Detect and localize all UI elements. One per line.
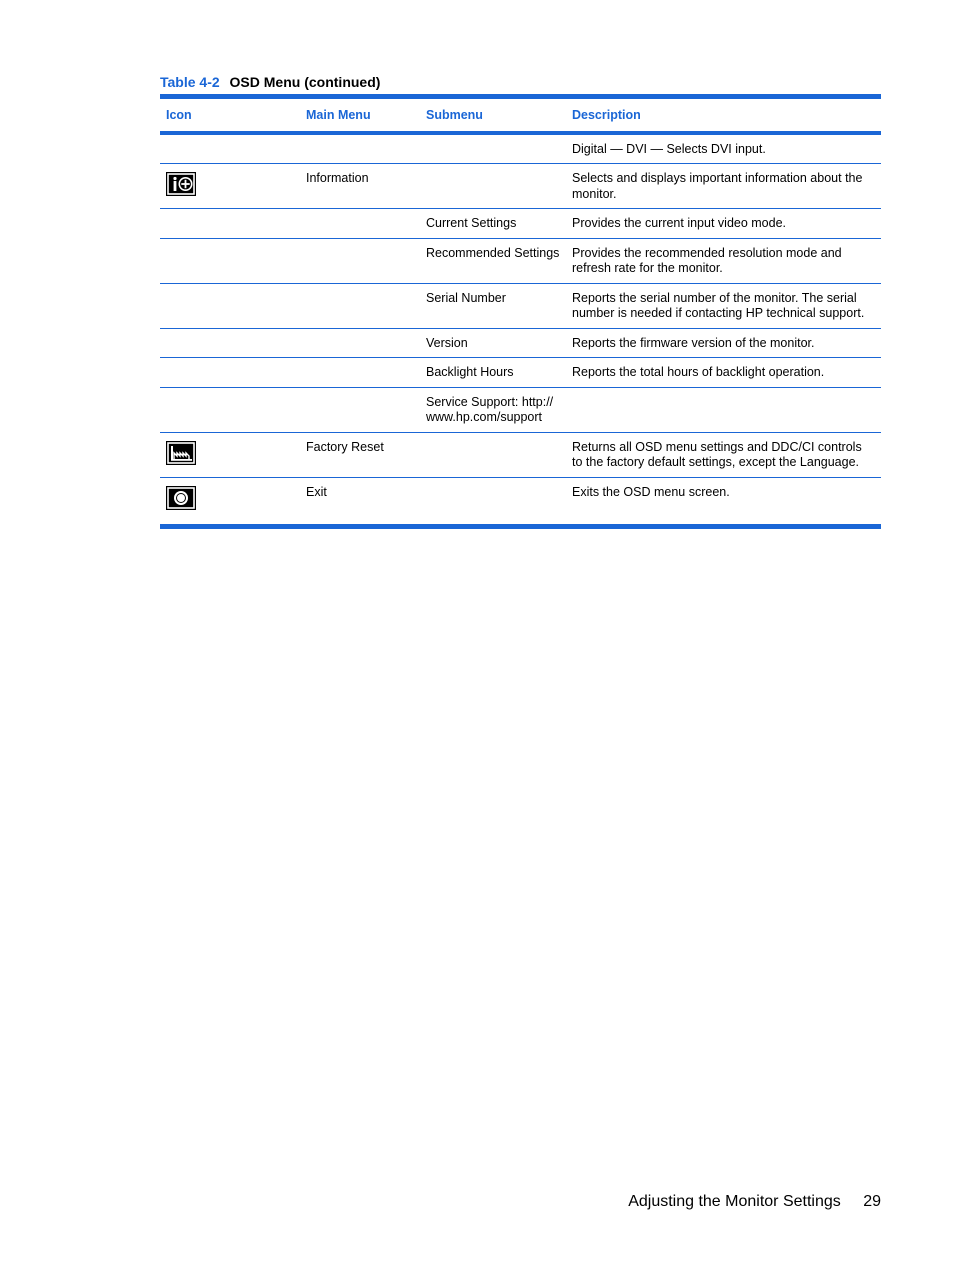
description-cell: Reports the serial number of the monitor. The serial number is needed if contacting HP technical support. xyxy=(572,290,865,320)
osd-menu-table xyxy=(160,94,881,529)
description-cell: Returns all OSD menu settings and DDC/CI controls to the factory default settings, except the Language. xyxy=(572,439,862,469)
submenu-cell: Recommended Settings xyxy=(426,245,560,260)
main-menu-cell xyxy=(300,328,420,358)
table-row xyxy=(160,358,881,388)
submenu-cell: Serial Number xyxy=(426,290,506,305)
main-menu-cell xyxy=(300,283,420,328)
page-footer xyxy=(628,1193,881,1211)
table-row xyxy=(160,133,881,164)
factory-reset-icon xyxy=(166,441,196,465)
description-cell: Selects and displays important information about the monitor. xyxy=(572,171,863,201)
main-menu-cell xyxy=(300,209,420,239)
description-cell: Provides the current input video mode. xyxy=(572,216,787,230)
submenu-cell: Backlight Hours xyxy=(426,365,514,379)
table-row xyxy=(160,328,881,358)
icon-cell xyxy=(160,238,300,283)
submenu-cell xyxy=(420,477,566,526)
icon-cell xyxy=(160,328,300,358)
table-row xyxy=(160,387,881,432)
main-menu-cell: Information xyxy=(306,171,369,185)
submenu-cell xyxy=(420,133,566,164)
icon-cell xyxy=(160,133,300,164)
icon-cell xyxy=(160,164,300,209)
icon-cell xyxy=(160,209,300,239)
main-menu-cell xyxy=(300,133,420,164)
page-number: 29 xyxy=(863,1193,881,1210)
table-number: Table 4-2 xyxy=(160,74,220,90)
table-caption xyxy=(160,74,380,90)
table-row xyxy=(160,283,881,328)
main-menu-cell xyxy=(300,238,420,283)
main-menu-cell xyxy=(300,358,420,388)
header-submenu: Submenu xyxy=(426,108,483,122)
header-main-menu: Main Menu xyxy=(306,108,371,122)
description-cell: Exits the OSD menu screen. xyxy=(572,484,730,499)
main-menu-cell: Exit xyxy=(306,484,327,499)
description-cell: Provides the recommended resolution mode and refresh rate for the monitor. xyxy=(572,245,842,275)
icon-cell xyxy=(160,358,300,388)
submenu-cell: Version xyxy=(426,335,468,350)
header-description: Description xyxy=(572,108,641,122)
table-row xyxy=(160,209,881,239)
submenu-cell xyxy=(420,432,566,477)
icon-cell xyxy=(160,387,300,432)
description-cell: Reports the firmware version of the monitor. xyxy=(572,335,815,350)
table-row xyxy=(160,432,881,477)
icon-cell xyxy=(160,283,300,328)
icon-cell xyxy=(160,477,300,526)
footer-section-title: Adjusting the Monitor Settings xyxy=(628,1193,841,1210)
description-cell xyxy=(566,387,881,432)
table-row xyxy=(160,238,881,283)
table-row xyxy=(160,477,881,526)
main-menu-cell xyxy=(300,387,420,432)
submenu-cell xyxy=(420,164,566,209)
table-title: OSD Menu (continued) xyxy=(229,74,381,90)
information-icon xyxy=(166,172,196,196)
icon-cell xyxy=(160,432,300,477)
table-header-row xyxy=(160,97,881,133)
exit-icon xyxy=(166,486,196,510)
description-cell: Reports the total hours of backlight operation. xyxy=(572,365,825,379)
table-row xyxy=(160,164,881,209)
submenu-cell: Service Support: http:// www.hp.com/support xyxy=(426,394,554,424)
description-cell: Digital — DVI — Selects DVI input. xyxy=(572,141,766,156)
main-menu-cell: Factory Reset xyxy=(306,439,384,454)
submenu-cell: Current Settings xyxy=(426,216,517,230)
header-icon: Icon xyxy=(166,108,192,122)
